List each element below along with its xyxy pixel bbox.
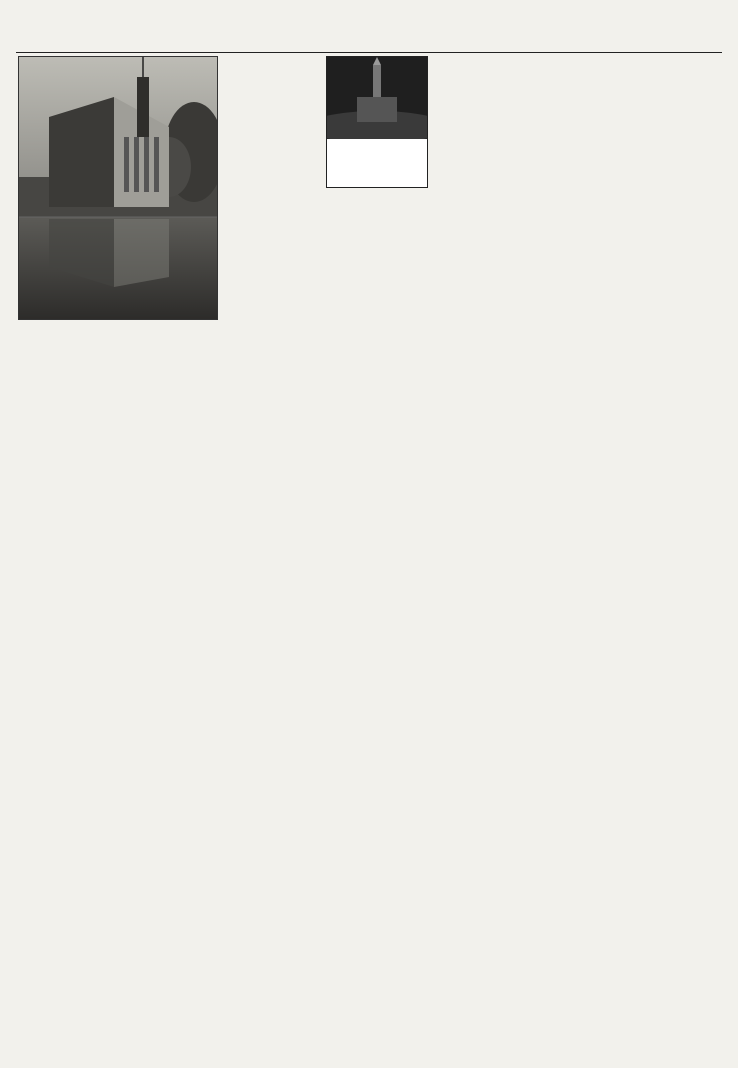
listing-column-2 (222, 56, 322, 596)
masthead (16, 40, 722, 53)
church-photo-papendrecht-image (19, 57, 217, 319)
banner-image (327, 57, 427, 139)
listing-column-3 (326, 192, 426, 596)
kerkdiensten-banner (326, 56, 428, 188)
church-photo-papendrecht (18, 56, 218, 320)
listing-column-1 (18, 331, 118, 831)
listing-column-1b (122, 331, 218, 599)
